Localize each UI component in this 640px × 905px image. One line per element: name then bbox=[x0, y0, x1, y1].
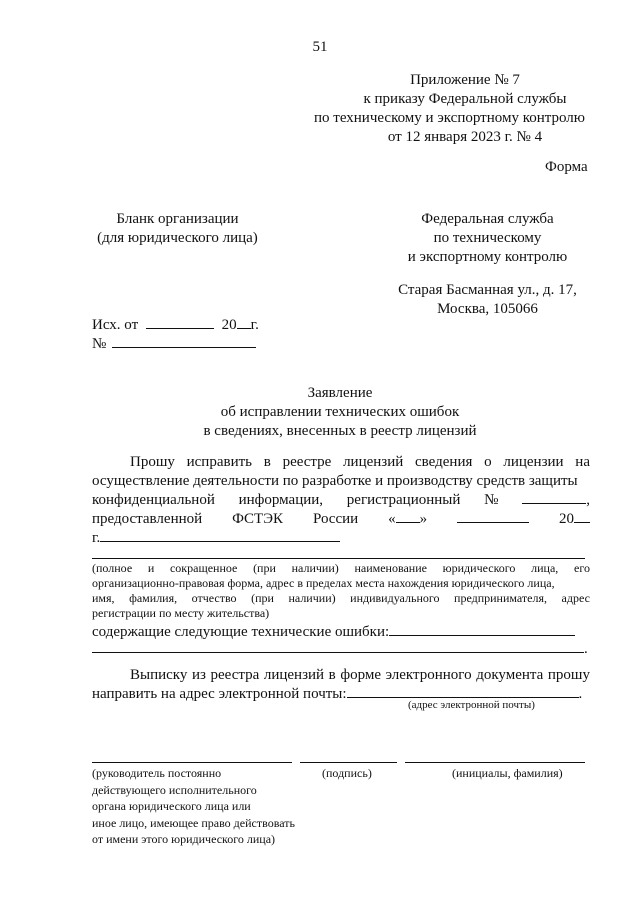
word: информации, bbox=[238, 492, 324, 508]
word: его bbox=[574, 561, 590, 575]
addressee-address-2: Москва, 105066 bbox=[437, 301, 538, 317]
errors-end: . bbox=[584, 641, 588, 657]
word: (полное bbox=[92, 561, 133, 575]
outgoing-ref bbox=[92, 316, 259, 335]
year-suffix: г. bbox=[92, 530, 101, 546]
word: электронного bbox=[385, 667, 472, 683]
quote-open: « bbox=[388, 511, 396, 527]
org-blank bbox=[85, 210, 270, 248]
page-number: 51 bbox=[312, 39, 328, 55]
errors-field-2[interactable] bbox=[92, 652, 584, 653]
word: наименование bbox=[354, 561, 427, 575]
word: форме bbox=[340, 667, 382, 683]
word: на bbox=[575, 454, 590, 470]
addressee bbox=[390, 210, 585, 319]
word: реестра bbox=[210, 667, 260, 683]
title-line-2: об исправлении технических ошибок bbox=[220, 404, 460, 420]
word: лицензии bbox=[503, 454, 564, 470]
outgoing-year-prefix: 20 bbox=[221, 317, 237, 333]
outgoing-year-suffix: г. bbox=[250, 317, 259, 333]
signatory-caption-line: органа юридического лица или bbox=[92, 799, 251, 813]
document-title bbox=[180, 384, 500, 441]
outgoing-year-field[interactable] bbox=[237, 328, 251, 329]
word: в bbox=[328, 667, 336, 683]
word: № bbox=[484, 492, 499, 508]
email-label: направить на адрес электронной почты: bbox=[92, 686, 347, 702]
word: Выписку bbox=[130, 667, 188, 683]
p1-line-2: осуществление деятельности по разработке и производству средств защиты bbox=[92, 473, 578, 489]
signatory-caption-line: иное лицо, имеющее право действовать bbox=[92, 815, 295, 830]
comma: , bbox=[586, 492, 590, 508]
addressee-line-3: и экспортному контролю bbox=[407, 249, 568, 265]
title-line-3: в сведениях, внесенных в реестр лицензий bbox=[203, 423, 477, 439]
note-line-4: регистрации по месту жительства) bbox=[92, 606, 270, 620]
name-caption: (инициалы, фамилия) bbox=[452, 766, 563, 780]
signature-caption: (подпись) bbox=[322, 766, 372, 780]
word: юридического bbox=[442, 561, 516, 575]
word: и bbox=[147, 561, 155, 575]
word: России bbox=[312, 511, 359, 527]
email-end: . bbox=[578, 686, 583, 702]
year-field[interactable] bbox=[574, 522, 590, 523]
email-caption: (адрес электронной почты) bbox=[408, 699, 535, 711]
form-label: Форма bbox=[545, 159, 588, 175]
word: регистрационный bbox=[346, 492, 461, 508]
org-blank-line-1: Бланк организации bbox=[116, 211, 239, 227]
word: документа bbox=[476, 667, 544, 683]
addressee-line-2: по техническому bbox=[433, 230, 542, 246]
outgoing-date-field[interactable] bbox=[146, 328, 214, 329]
outgoing-ref-label: Исх. от bbox=[92, 317, 139, 333]
word: индивидуального bbox=[350, 591, 440, 605]
word: фамилия, bbox=[129, 591, 178, 605]
word: конфиденциальной bbox=[92, 492, 215, 508]
outgoing-number bbox=[92, 335, 256, 354]
note-line-3 bbox=[92, 590, 590, 606]
word: прошу bbox=[547, 667, 590, 683]
word: Прошу bbox=[130, 454, 175, 470]
p1-line-4 bbox=[92, 510, 590, 529]
outgoing-number-label: № bbox=[92, 336, 107, 352]
name-line[interactable] bbox=[405, 762, 585, 763]
word: сведения bbox=[415, 454, 473, 470]
month-field[interactable] bbox=[457, 522, 529, 523]
word: ФСТЭК bbox=[232, 511, 284, 527]
signatory-line[interactable] bbox=[92, 762, 292, 763]
appendix-line-2: к приказу Федеральной службы bbox=[363, 91, 567, 107]
word: (при bbox=[253, 561, 276, 575]
appendix-line-1: Приложение № 7 bbox=[410, 72, 520, 88]
signatory-caption-line: (руководитель постоянно bbox=[92, 766, 222, 780]
word: в bbox=[263, 454, 271, 470]
word: предоставленной bbox=[92, 511, 203, 527]
day-field[interactable] bbox=[396, 522, 420, 523]
word: исправить bbox=[186, 454, 253, 470]
quote-close: » bbox=[419, 511, 428, 527]
licensee-name-field-1[interactable] bbox=[100, 541, 340, 542]
p1-line-5 bbox=[92, 529, 340, 548]
addressee-address-1: Старая Басманная ул., д. 17, bbox=[398, 282, 577, 298]
word: лицензий bbox=[343, 454, 404, 470]
word: (при bbox=[251, 591, 274, 605]
licensee-name-line[interactable] bbox=[92, 558, 585, 559]
word: из bbox=[191, 667, 206, 683]
word: имя, bbox=[92, 591, 115, 605]
word: лицензий bbox=[263, 667, 325, 683]
word: лица, bbox=[531, 561, 559, 575]
note-line-1 bbox=[92, 560, 590, 576]
appendix-line-4: от 12 января 2023 г. № 4 bbox=[387, 129, 543, 145]
word: наличии) bbox=[288, 591, 336, 605]
title-line-1: Заявление bbox=[307, 385, 373, 401]
word: о bbox=[484, 454, 492, 470]
word: предпринимателя, bbox=[454, 591, 548, 605]
word: адрес bbox=[561, 591, 590, 605]
signatory-caption-line: от имени этого юридического лица) bbox=[92, 832, 276, 846]
word: реестре bbox=[282, 454, 332, 470]
year-prefix: 20 bbox=[559, 511, 574, 527]
p1-line-1 bbox=[130, 453, 590, 472]
p1-line-3 bbox=[92, 491, 590, 510]
outgoing-number-field[interactable] bbox=[112, 347, 256, 348]
appendix-line-3: по техническому и экспортному контролю bbox=[313, 110, 585, 126]
errors-label: содержащие следующие технические ошибки: bbox=[92, 624, 390, 640]
signatory-caption bbox=[92, 765, 295, 848]
org-blank-line-2: (для юридического лица) bbox=[97, 230, 258, 246]
p2-line-1 bbox=[130, 666, 590, 685]
appendix-header bbox=[300, 71, 585, 147]
errors-row-2 bbox=[92, 640, 588, 659]
errors-field[interactable] bbox=[389, 635, 575, 636]
word: наличии) bbox=[291, 561, 339, 575]
signatory-caption-line: действующего исполнительного bbox=[92, 782, 257, 797]
addressee-line-1: Федеральная служба bbox=[421, 211, 554, 227]
word: отчество bbox=[191, 591, 237, 605]
registration-number-field[interactable] bbox=[522, 503, 586, 504]
word: сокращенное bbox=[169, 561, 238, 575]
note-line-2: организационно-правовая форма, адрес в пределах места нахождения юридического лица, bbox=[92, 576, 555, 590]
signature-line[interactable] bbox=[300, 762, 397, 763]
